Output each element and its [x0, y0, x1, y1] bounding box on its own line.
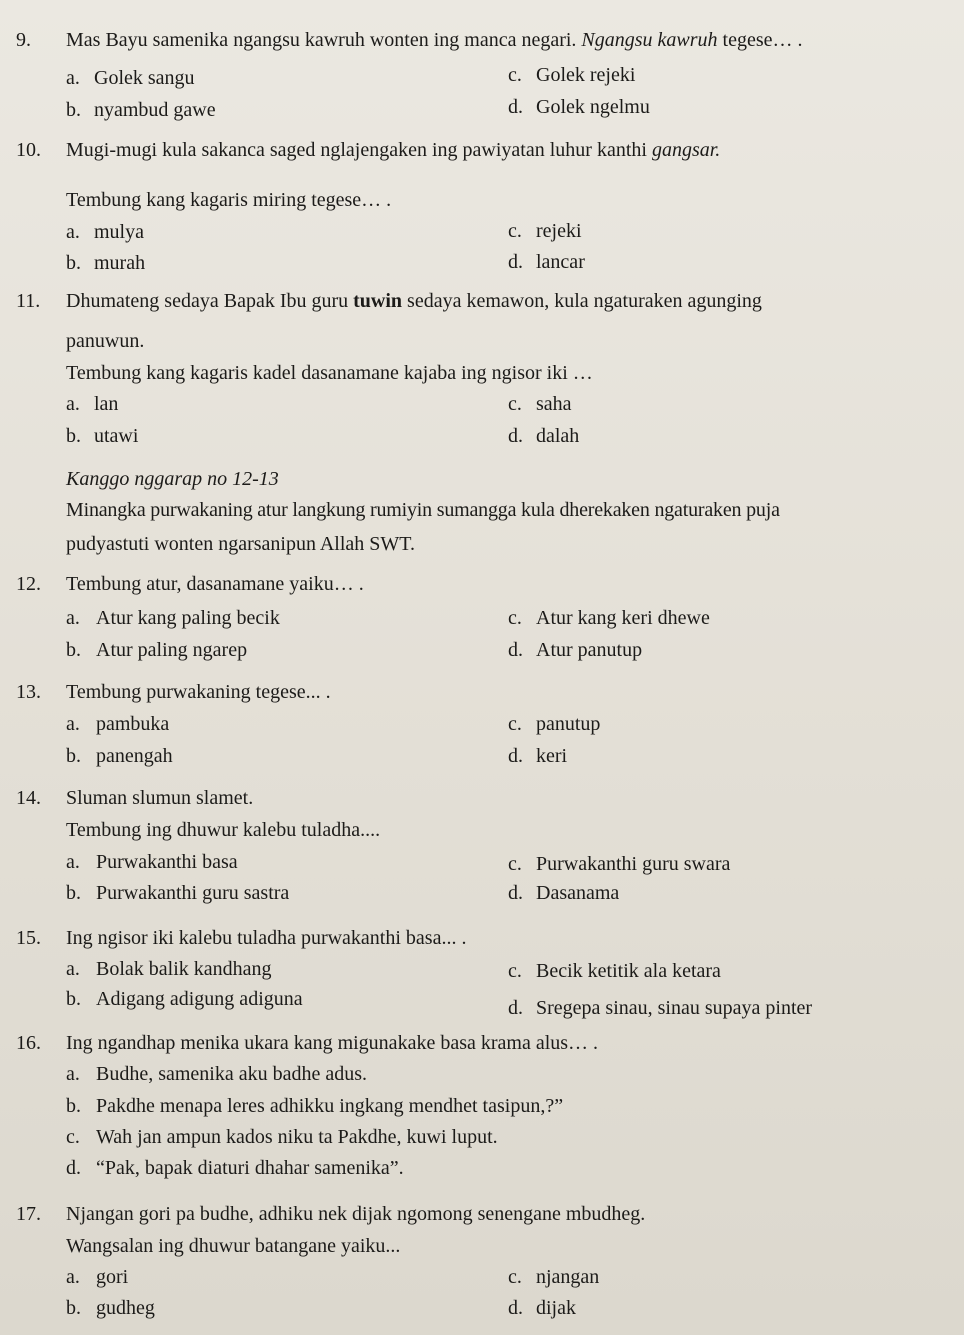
option-12a[interactable]: a. Atur kang paling becik — [66, 607, 280, 629]
question-number: 17. — [16, 1203, 41, 1225]
question-text: Ing ngandhap menika ukara kang migunakake basa krama alus… . — [66, 1032, 599, 1054]
option-17b[interactable]: b. gudheg — [66, 1297, 155, 1319]
question-text: Mas Bayu samenika ngangsu kawruh wonten ing manca negari. — [66, 29, 582, 51]
question-number: 9. — [16, 29, 31, 51]
option-16b[interactable]: b. Pakdhe menapa leres adhikku ingkang mendhet tasipun,?” — [66, 1095, 564, 1117]
option-9d[interactable]: d. Golek ngelmu — [508, 96, 650, 118]
question-13 — [16, 680, 331, 704]
question-text: Sluman slumun slamet. — [66, 787, 254, 809]
option-10c[interactable]: c. rejeki — [508, 220, 582, 242]
question-text-continued: panuwun. — [66, 330, 145, 352]
question-12 — [16, 572, 364, 596]
option-9a[interactable]: a. Golek sangu — [66, 67, 195, 89]
passage-line: Minangka purwakaning atur langkung rumiyin sumangga kula dherekaken ngaturaken puja — [66, 499, 780, 521]
option-14b[interactable]: b. Purwakanthi guru sastra — [66, 882, 290, 904]
option-14c[interactable]: c. Purwakanthi guru swara — [508, 853, 731, 875]
question-number: 11. — [16, 290, 41, 312]
option-14a[interactable]: a. Purwakanthi basa — [66, 851, 238, 873]
question-text: Tembung atur, dasanamane yaiku… . — [66, 573, 364, 595]
option-13d[interactable]: d. keri — [508, 745, 568, 767]
option-14d[interactable]: d. Dasanama — [508, 882, 620, 904]
question-prompt: Wangsalan ing dhuwur batangane yaiku... — [66, 1235, 401, 1257]
question-number: 16. — [16, 1032, 41, 1054]
option-13a[interactable]: a. pambuka — [66, 713, 170, 735]
option-17d[interactable]: d. dijak — [508, 1297, 576, 1319]
option-15a[interactable]: a. Bolak balik kandhang — [66, 958, 272, 980]
question-text: Mugi-mugi kula sakanca saged nglajengaken ing pawiyatan luhur kanthi — [66, 139, 652, 161]
option-16c[interactable]: c. Wah jan ampun kados niku ta Pakdhe, kuwi luput. — [66, 1126, 498, 1148]
question-15 — [16, 926, 466, 950]
question-italic-term: gangsar. — [651, 139, 721, 161]
option-12d[interactable]: d. Atur panutup — [508, 639, 643, 661]
option-15c[interactable]: c. Becik ketitik ala ketara — [508, 960, 721, 982]
question-9 — [16, 28, 803, 52]
question-bold-term: tuwin — [353, 290, 403, 312]
option-11a[interactable]: a. lan — [66, 393, 119, 415]
option-16a[interactable]: a. Budhe, samenika aku badhe adus. — [66, 1063, 368, 1085]
option-17c[interactable]: c. njangan — [508, 1266, 600, 1288]
question-number: 15. — [16, 927, 41, 949]
question-number: 10. — [16, 139, 41, 161]
option-15d[interactable]: d. Sregepa sinau, sinau supaya pinter — [508, 997, 813, 1019]
question-text: Ing ngisor iki kalebu tuladha purwakanthi basa... . — [66, 927, 467, 949]
option-13c[interactable]: c. panutup — [508, 713, 601, 735]
option-9c[interactable]: c. Golek rejeki — [508, 64, 636, 86]
question-text-tail: tegese… . — [717, 29, 803, 51]
option-10b[interactable]: b. murah — [66, 252, 146, 274]
question-number: 13. — [16, 681, 41, 703]
question-text: Tembung purwakaning tegese... . — [66, 681, 331, 703]
question-17 — [16, 1202, 645, 1226]
question-11: 11. Dhumateng sedaya Bapak Ibu guru tuwin sedaya kemawon, kula ngaturaken agunging — [16, 290, 762, 312]
question-italic-term: Ngangsu kawruh — [581, 29, 718, 51]
option-13b[interactable]: b. panengah — [66, 745, 173, 767]
question-prompt: Tembung kang kagaris kadel dasanamane kajaba ing ngisor iki … — [66, 362, 593, 384]
question-14 — [16, 786, 253, 810]
option-10d[interactable]: d. lancar — [508, 251, 585, 273]
option-11c[interactable]: c. saha — [508, 393, 572, 415]
question-number: 12. — [16, 573, 41, 595]
option-17a[interactable]: a. gori — [66, 1266, 129, 1288]
question-16 — [16, 1031, 598, 1055]
passage-line: pudyastuti wonten ngarsanipun Allah SWT. — [66, 533, 416, 555]
option-9b[interactable]: b. nyambud gawe — [66, 99, 216, 121]
question-prompt: Tembung ing dhuwur kalebu tuladha.... — [66, 819, 381, 841]
option-12c[interactable]: c. Atur kang keri dhewe — [508, 607, 710, 629]
option-12b[interactable]: b. Atur paling ngarep — [66, 639, 248, 661]
passage-heading: Kanggo nggarap no 12-13 — [66, 468, 279, 490]
question-10 — [16, 138, 720, 162]
option-10a[interactable]: a. mulya — [66, 221, 144, 243]
option-16d[interactable]: d. “Pak, bapak diaturi dhahar samenika”. — [66, 1157, 404, 1179]
option-11d[interactable]: d. dalah — [508, 425, 580, 447]
question-number: 14. — [16, 787, 41, 809]
question-prompt: Tembung kang kagaris miring tegese… . — [66, 189, 392, 211]
option-11b[interactable]: b. utawi — [66, 425, 139, 447]
option-15b[interactable]: b. Adigang adigung adiguna — [66, 988, 303, 1010]
question-text: Njangan gori pa budhe, adhiku nek dijak ngomong senengane mbudheg. — [66, 1203, 646, 1225]
